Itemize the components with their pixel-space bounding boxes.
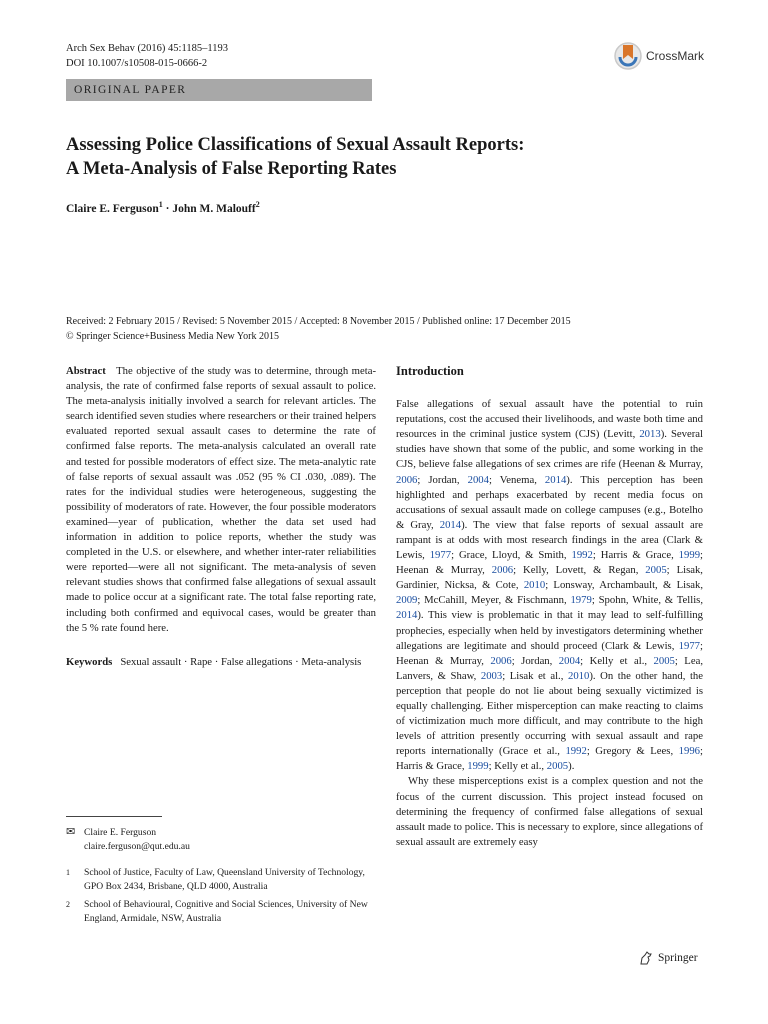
introduction-heading: Introduction <box>396 364 464 378</box>
history-dates: Received: 2 February 2015 / Revised: 5 November 2015 / Accepted: 8 November 2015 / Published online: 17 December 2015 <box>66 316 571 327</box>
author-name[interactable]: Claire E. Ferguson <box>66 202 159 215</box>
citation-link[interactable]: 1992 <box>565 745 587 758</box>
citation-link[interactable]: 2003 <box>480 669 503 682</box>
citation-link[interactable]: 2006 <box>491 564 514 577</box>
paragraph-text: ; Jordan, <box>417 473 468 486</box>
affiliation-text: School of Justice, Faculty of Law, Queensland University of Technology, GPO Box 2434, Brisbane, QLD 4000, Australia <box>84 867 365 892</box>
keywords-heading: Keywords <box>66 655 113 668</box>
paragraph-text: ; Kelly et al., <box>488 760 547 773</box>
paragraph-text: ; Venema, <box>488 473 545 486</box>
citation-link[interactable]: 2010 <box>523 579 546 592</box>
paragraph-text: ; Harris & Grace, <box>592 549 679 562</box>
publisher-logo <box>638 950 698 966</box>
paragraph-text: ; McCahill, Meyer, & Fischmann, <box>417 594 571 607</box>
keywords <box>66 655 376 670</box>
affiliation-marker: 2 <box>255 200 260 209</box>
citation-link[interactable]: 2005 <box>653 654 675 667</box>
affiliation-text: School of Behavioural, Cognitive and Social Sciences, University of New England, Armidale, NSW, Australia <box>84 899 368 924</box>
journal-citation: Arch Sex Behav (2016) 45:1185–1193 <box>66 43 228 54</box>
citation-link[interactable]: 2009 <box>396 594 418 607</box>
citation-link[interactable]: 1996 <box>678 745 701 758</box>
citation-link[interactable]: 2013 <box>639 428 661 441</box>
introduction-paragraph-1 <box>396 397 703 774</box>
doi[interactable]: DOI 10.1007/s10508-015-0666-2 <box>66 58 208 69</box>
paragraph-text: ; Jordan, <box>511 654 559 667</box>
citation-link[interactable]: 2014 <box>439 518 462 531</box>
affiliation-2 <box>66 898 376 925</box>
paragraph-text: ; Lea, Lanvers, & Shaw, <box>396 654 703 682</box>
keywords-text: Sexual assault · Rape · False allegations · Meta-analysis <box>120 655 362 668</box>
paragraph-text: ; Heenan & Murray, <box>396 549 704 577</box>
abstract <box>66 364 376 636</box>
corresponding-email[interactable]: claire.ferguson@qut.edu.au <box>84 840 190 852</box>
crossmark-label: CrossMark <box>646 49 705 63</box>
affiliation-marker: 1 <box>158 200 163 209</box>
author-separator: · <box>162 202 173 215</box>
paragraph-text: ; Grace, Lloyd, & Smith, <box>451 549 572 562</box>
title-line-2: A Meta-Analysis of False Reporting Rates <box>66 159 397 179</box>
citation-link[interactable]: 1999 <box>467 760 489 773</box>
publication-dates <box>66 314 716 344</box>
introduction-paragraph-2: Why these misperceptions exist is a complex question and not the focus of the current discussion. This project instead focused on determining the frequency of confirmed false allegations of sexual assault made to police. This is necessary to explore, since allegations of sexual assault are extremely easy <box>396 775 703 848</box>
citation-link[interactable]: 2005 <box>546 760 569 773</box>
citation-link[interactable]: 1992 <box>571 549 593 562</box>
right-column <box>396 364 703 850</box>
abstract-text: The objective of the study was to determine, through meta-analysis, the rate of confirmed false reports of sexual assault to police. The meta-analysis initially involved a search for relevant articles. The search identified seven studies where researchers or their trained helpers evaluated reported sexual assault cases to determine the rate of confirmed false reports. The meta-analysis calculated an overall rate and tested for possible moderators of effect size. The meta-analytic rate of false reports of sexual assault was .052 (95 % CI .030, .089). The rates for the individual studies were heterogeneous, suggesting the possibility of moderators of rate. However, the four possible moderators examined—year of publication, whether the data set used had information in addition to police reports, whether the study was completed in the U.S. or elsewhere, and whether inter-rater reliabilities were reported—were all not significant. The meta-analysis of seven relevant studies shows that confirmed false allegations of sexual assault made to police occur at a significant rate. The total false reporting rate, including both confirmed and equivocal cases, would be greater than the 5 % rate found here. <box>66 365 376 634</box>
paragraph-text: ). Several studies have shown that some of the public, and some working in the CJS, believe false allegations of sex crimes are rife (Heenan & Murray, <box>396 428 704 471</box>
affiliation-number: 1 <box>66 868 70 877</box>
copyright: © Springer Science+Business Media New York 2015 <box>66 331 279 342</box>
springer-horse-icon <box>638 950 654 966</box>
citation-link[interactable]: 2005 <box>645 564 667 577</box>
title-line-1: Assessing Police Classifications of Sexual Assault Reports: <box>66 135 525 155</box>
corresponding-author: Claire E. Ferguson <box>84 827 157 838</box>
paragraph-text: ; Lisak et al., <box>502 669 568 682</box>
paragraph-text: False allegations of sexual assault have the potential to ruin reputations, cost the accused their livelihoods, and waste both time and resources in the criminal justice system (CJS) (Levitt, <box>396 398 703 441</box>
article-title <box>66 133 706 181</box>
paragraph-text: ; Harris & Grace, <box>396 745 703 773</box>
citation-link[interactable]: 2014 <box>396 609 418 622</box>
left-column <box>66 364 376 680</box>
citation-link[interactable]: 2004 <box>558 654 581 667</box>
affiliation-1 <box>66 866 376 893</box>
citation-link[interactable]: 2014 <box>544 473 567 486</box>
citation-link[interactable]: 2004 <box>467 473 489 486</box>
paragraph-text: ; Gregory & Lees, <box>586 745 679 758</box>
footnote-divider <box>66 816 162 817</box>
paragraph-text: ). The view that false reports of sexual assault are rampant is at odds with most research findings in the area (Clark & Lewis, <box>396 518 703 562</box>
paragraph-text: ). <box>568 760 575 773</box>
paragraph-text: ; Kelly et al., <box>580 654 654 667</box>
abstract-heading: Abstract <box>66 365 106 377</box>
author-list <box>66 200 260 215</box>
paragraph-text: ; Kelly, Lovett, & Regan, <box>513 564 646 577</box>
paragraph-text: ; Lisak, Gardinier, Nicksa, & Cote, <box>396 564 703 592</box>
citation-link[interactable]: 2010 <box>567 669 590 682</box>
affiliation-number: 2 <box>66 900 70 909</box>
correspondence <box>66 826 376 853</box>
citation-link[interactable]: 2006 <box>490 654 512 667</box>
paragraph-text: ). This view is problematic in that it may lead to self-fulfilling prophecies, especially when held by investigators determining whether allegations are legitimate and should proceed (Clark & Lewis, <box>396 609 703 652</box>
mail-icon: ✉ <box>66 826 76 838</box>
citation-link[interactable]: 2006 <box>396 473 418 486</box>
citation-link[interactable]: 1977 <box>678 639 701 652</box>
crossmark-icon <box>614 40 642 72</box>
article-type-banner: ORIGINAL PAPER <box>66 79 372 101</box>
publisher-name: Springer <box>658 952 698 964</box>
paragraph-text: ; Heenan & Murray, <box>396 639 703 667</box>
citation-link[interactable]: 1977 <box>429 549 452 562</box>
paragraph-text: ). This perception has been highlighted and perhaps exacerbated by recent media focus on accusations of sexual assault made on college campuses (e.g., Botelho & Gray, <box>396 473 704 531</box>
paragraph-text: ; Spohn, White, & Tellis, <box>591 594 703 607</box>
citation-link[interactable]: 1999 <box>678 549 701 562</box>
crossmark-badge[interactable] <box>614 40 704 72</box>
citation-link[interactable]: 1979 <box>570 594 592 607</box>
author-name[interactable]: John M. Malouff <box>172 202 256 215</box>
paragraph-text: ). On the other hand, the perception that people do not lie about being sexually victimized is equally challenging. Either misperception can make reacting to claims of victimization much more difficult, and may contribute to the high levels of attrition presently occurring with sexual assault and rape reports internationally (Grace et al., <box>396 669 704 758</box>
paragraph-text: ; Lonsway, Archambault, & Lisak, <box>545 579 704 592</box>
journal-meta <box>66 41 228 71</box>
